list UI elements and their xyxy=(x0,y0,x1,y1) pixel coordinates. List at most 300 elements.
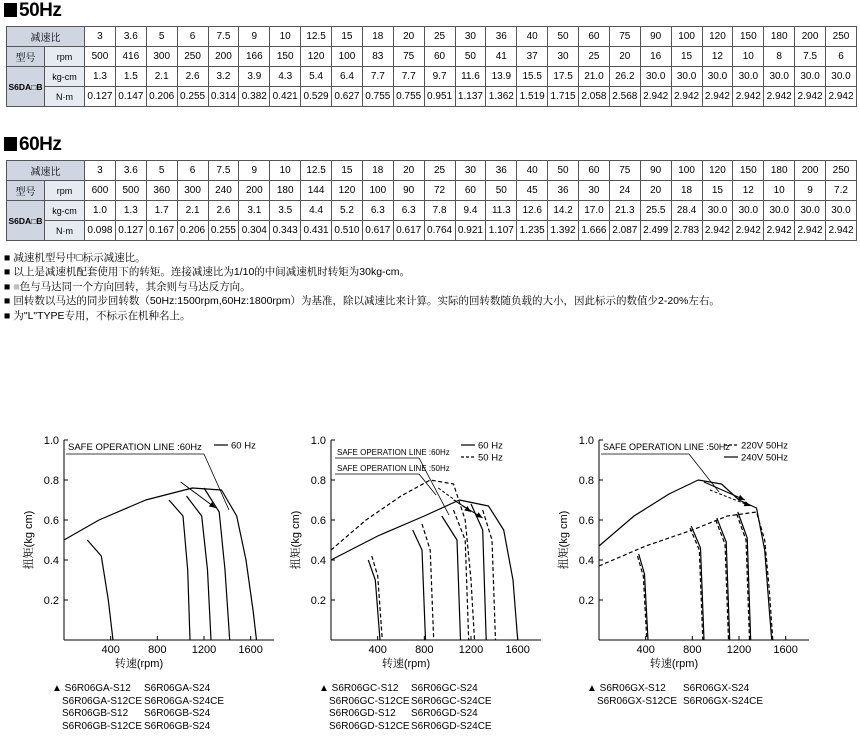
safe-line-arrow xyxy=(704,482,745,500)
kgcm-cell: 30.0 xyxy=(671,67,702,87)
nm-cell: 0.951 xyxy=(424,87,455,107)
nm-cell: 1.519 xyxy=(517,87,548,107)
x-tick-label: 1600 xyxy=(505,644,530,656)
ratio-cell: 12.5 xyxy=(301,161,332,181)
legend-models-1 xyxy=(52,683,225,733)
legend-model: S6R06GD-S12CE xyxy=(329,720,410,732)
rpm-cell: 30 xyxy=(579,181,610,201)
rpm-cell: 25 xyxy=(579,47,610,67)
ratio-cell: 90 xyxy=(640,27,671,47)
rpm-cell: 250 xyxy=(177,47,208,67)
rpm-cell: 300 xyxy=(177,181,208,201)
ratio-cell: 5 xyxy=(146,161,177,181)
kgcm-cell: 11.6 xyxy=(455,67,486,87)
kgcm-cell: 30.0 xyxy=(764,201,795,221)
kgcm-cell: 25.5 xyxy=(640,201,671,221)
x-axis-label: 转速(rpm) xyxy=(114,658,164,670)
kgcm-cell: 30.0 xyxy=(733,201,764,221)
nm-cell: 1.137 xyxy=(455,87,486,107)
ratio-cell: 25 xyxy=(424,27,455,47)
kgcm-cell: 6.3 xyxy=(362,201,393,221)
kgcm-cell: 21.3 xyxy=(609,201,640,221)
rpm-cell: 9 xyxy=(795,181,826,201)
y-tick-label: 1.0 xyxy=(43,435,59,447)
kgcm-cell: 2.1 xyxy=(177,201,208,221)
kgcm-cell: 14.2 xyxy=(548,201,579,221)
note-1: ■ 减速机型号中□标示减速比。 xyxy=(4,251,720,265)
kgcm-cell: 30.0 xyxy=(826,201,857,221)
nm-cell: 2.942 xyxy=(795,221,826,241)
safe-line-arrow xyxy=(181,482,216,508)
nm-cell: 0.206 xyxy=(177,221,208,241)
rpm-cell: 10 xyxy=(733,47,764,67)
nm-cell: 2.942 xyxy=(733,87,764,107)
kgcm-cell: 7.7 xyxy=(362,67,393,87)
kgcm-cell: 2.6 xyxy=(177,67,208,87)
legend-row xyxy=(62,696,224,709)
spec-table-60hz xyxy=(6,160,857,241)
y-tick-label: 0.6 xyxy=(310,515,326,527)
note-3: ■ ■色与马达同一个方向回转，其余则与马达反方向。 xyxy=(4,280,720,294)
nm-cell: 0.529 xyxy=(301,87,332,107)
rpm-cell: 180 xyxy=(270,181,301,201)
nm-cell: 0.167 xyxy=(146,221,177,241)
y-tick-label: 0.8 xyxy=(310,475,326,487)
legend-model: S6R06GX-S24CE xyxy=(683,695,764,707)
annotation-label: SAFE OPERATION LINE :60Hz xyxy=(68,442,202,453)
kgcm-cell: 7.7 xyxy=(393,67,424,87)
ratio-row xyxy=(7,27,857,47)
y-tick-label: 0.2 xyxy=(43,595,59,607)
gray-square-icon: ■ xyxy=(13,280,20,293)
rpm-cell: 500 xyxy=(115,181,146,201)
kgcm-cell: 1.3 xyxy=(115,201,146,221)
rpm-cell: 20 xyxy=(609,47,640,67)
rpm-cell: 36 xyxy=(548,181,579,201)
y-tick-label: 0.4 xyxy=(43,555,59,567)
kgcm-cell: 2.6 xyxy=(208,201,239,221)
ratio-cell: 36 xyxy=(486,27,517,47)
legend-models-2 xyxy=(319,683,492,733)
rpm-cell: 45 xyxy=(517,181,548,201)
curve xyxy=(599,512,773,640)
nm-cell: 0.255 xyxy=(208,221,239,241)
kgcm-cell: 9.4 xyxy=(455,201,486,221)
nm-cell: 0.098 xyxy=(85,221,116,241)
legend-label: 240V 50Hz xyxy=(741,452,789,464)
ratio-row xyxy=(7,161,857,181)
kgcm-cell: 15.5 xyxy=(517,67,548,87)
rpm-cell: 30 xyxy=(548,47,579,67)
kgcm-row xyxy=(7,67,857,87)
kgcm-cell: 17.0 xyxy=(579,201,610,221)
x-tick-label: 400 xyxy=(636,644,655,656)
legend-model: S6R06GC-S24CE xyxy=(411,695,492,707)
ratio-cell: 36 xyxy=(486,161,517,181)
curve xyxy=(454,510,469,640)
y-tick-label: 0.2 xyxy=(578,595,594,607)
legend-label: 220V 50Hz xyxy=(741,440,789,452)
kgcm-unit: kg-cm xyxy=(45,67,85,87)
model-header: 型号 xyxy=(7,47,45,67)
kgcm-cell: 11.3 xyxy=(486,201,517,221)
ratio-cell: 50 xyxy=(548,161,579,181)
nm-cell: 0.617 xyxy=(393,221,424,241)
curve xyxy=(413,530,426,640)
x-axis-label: 转速(rpm) xyxy=(649,658,699,670)
ratio-cell: 3 xyxy=(85,27,116,47)
kgcm-cell: 30.0 xyxy=(795,67,826,87)
rpm-unit: rpm xyxy=(45,47,85,67)
x-tick-label: 400 xyxy=(368,644,387,656)
legend-model: S6R06GX-S24 xyxy=(683,683,750,694)
y-tick-label: 0.8 xyxy=(43,475,59,487)
legend-label: 60 Hz xyxy=(478,440,503,452)
note-5: ■ 为"L"TYPE专用，不标示在机种名上。 xyxy=(4,309,720,323)
ratio-cell: 150 xyxy=(733,161,764,181)
annotation-leader xyxy=(689,454,719,492)
curve xyxy=(187,496,212,640)
nm-cell: 2.568 xyxy=(609,87,640,107)
y-tick-label: 0.6 xyxy=(578,515,594,527)
ratio-cell: 50 xyxy=(548,27,579,47)
ratio-cell: 9 xyxy=(239,27,270,47)
x-tick-label: 1600 xyxy=(238,644,263,656)
note-4: ■ 回转数以马达的同步回转数（50Hz:1500rpm,60Hz:1800rpm）为基准，除以减速比来计算。实际的回转数随负载的大小，因此标示的数值少2-20%左右。 xyxy=(4,294,720,308)
rpm-cell: 24 xyxy=(609,181,640,201)
rpm-cell: 20 xyxy=(640,181,671,201)
kgcm-unit: kg-cm xyxy=(45,201,85,221)
note-2: ■ 以上是减速机配套使用下的转矩。连接减速比为1/10的中间减速机时转矩为30kg-cm。 xyxy=(4,265,720,279)
kgcm-cell: 9.7 xyxy=(424,67,455,87)
ratio-cell: 100 xyxy=(671,161,702,181)
legend-model: ▲ S6R06GX-S12 xyxy=(587,683,666,694)
arrow-head xyxy=(744,501,751,506)
kgcm-cell: 28.4 xyxy=(671,201,702,221)
kgcm-cell: 30.0 xyxy=(795,201,826,221)
rpm-cell: 50 xyxy=(455,47,486,67)
ratio-header: 减速比 xyxy=(7,27,85,47)
ratio-cell: 90 xyxy=(640,161,671,181)
rpm-cell: 500 xyxy=(85,47,116,67)
rpm-cell: 100 xyxy=(362,181,393,201)
annotation-label: SAFE OPERATION LINE :60Hz xyxy=(337,448,450,457)
ratio-cell: 6 xyxy=(177,27,208,47)
nm-cell: 2.058 xyxy=(579,87,610,107)
ratio-cell: 18 xyxy=(362,161,393,181)
kgcm-cell: 1.0 xyxy=(85,201,116,221)
rpm-cell: 300 xyxy=(146,47,177,67)
nm-unit: N·m xyxy=(45,221,85,241)
x-tick-label: 1200 xyxy=(726,644,752,656)
kgcm-cell: 3.9 xyxy=(239,67,270,87)
nm-cell: 2.942 xyxy=(826,221,857,241)
curve xyxy=(331,480,475,640)
rpm-cell: 120 xyxy=(332,181,363,201)
ratio-cell: 250 xyxy=(826,27,857,47)
nm-cell: 2.942 xyxy=(764,87,795,107)
annotation-label: SAFE OPERATION LINE :50Hz xyxy=(603,442,730,452)
rpm-cell: 7.2 xyxy=(826,181,857,201)
square-icon xyxy=(4,3,17,17)
curve xyxy=(368,560,380,640)
nm-cell: 1.362 xyxy=(486,87,517,107)
ratio-cell: 75 xyxy=(609,161,640,181)
nm-cell: 0.510 xyxy=(332,221,363,241)
ratio-cell: 3.6 xyxy=(115,161,146,181)
curve xyxy=(691,526,704,640)
x-tick-label: 1200 xyxy=(458,644,484,656)
ratio-cell: 7.5 xyxy=(208,161,239,181)
rpm-cell: 12 xyxy=(702,47,733,67)
legend-model: ▲ S6R06GC-S12 xyxy=(319,683,399,694)
kgcm-cell: 1.7 xyxy=(146,201,177,221)
section-title-60hz: 60Hz xyxy=(4,134,61,156)
legend-model: S6R06GB-S24 xyxy=(144,708,211,720)
ratio-cell: 6 xyxy=(177,161,208,181)
rpm-cell: 12 xyxy=(733,181,764,201)
nm-cell: 2.783 xyxy=(671,221,702,241)
rpm-cell: 75 xyxy=(393,47,424,67)
legend-model: S6R06GB-S12CE xyxy=(62,720,143,732)
y-tick-label: 0.4 xyxy=(578,555,594,567)
ratio-cell: 15 xyxy=(332,161,363,181)
kgcm-cell: 13.9 xyxy=(486,67,517,87)
rpm-cell: 90 xyxy=(393,181,424,201)
legend-row xyxy=(52,683,224,696)
notes xyxy=(4,251,720,323)
nm-cell: 0.431 xyxy=(301,221,332,241)
ratio-cell: 250 xyxy=(826,161,857,181)
rpm-row xyxy=(7,181,857,201)
rpm-cell: 240 xyxy=(208,181,239,201)
ratio-cell: 200 xyxy=(795,161,826,181)
legend-model: S6R06GC-S12CE xyxy=(329,695,410,707)
rpm-cell: 120 xyxy=(301,47,332,67)
legend-model: S6R06GX-S12CE xyxy=(597,695,678,707)
ratio-cell: 3 xyxy=(85,161,116,181)
rpm-cell: 60 xyxy=(455,181,486,201)
rpm-cell: 16 xyxy=(640,47,671,67)
kgcm-cell: 3.2 xyxy=(208,67,239,87)
rpm-cell: 360 xyxy=(146,181,177,201)
nm-cell: 2.942 xyxy=(671,87,702,107)
x-tick-label: 800 xyxy=(415,644,434,656)
rpm-cell: 7.5 xyxy=(795,47,826,67)
rpm-unit: rpm xyxy=(45,181,85,201)
square-icon xyxy=(4,137,17,151)
ratio-cell: 60 xyxy=(579,27,610,47)
nm-cell: 2.499 xyxy=(640,221,671,241)
legend-row xyxy=(587,683,763,696)
x-tick-label: 1600 xyxy=(773,644,798,656)
spec-table-50hz xyxy=(6,26,857,107)
nm-cell: 1.235 xyxy=(517,221,548,241)
kgcm-cell: 2.1 xyxy=(146,67,177,87)
nm-cell: 0.255 xyxy=(177,87,208,107)
y-axis-label: 扭矩(kg cm) xyxy=(290,510,302,570)
ratio-cell: 12.5 xyxy=(301,27,332,47)
ratio-cell: 15 xyxy=(332,27,363,47)
rpm-cell: 50 xyxy=(486,181,517,201)
nm-cell: 1.715 xyxy=(548,87,579,107)
ratio-cell: 9 xyxy=(239,161,270,181)
nm-cell: 0.343 xyxy=(270,221,301,241)
torque-chart-3 xyxy=(555,430,815,680)
y-tick-label: 1.0 xyxy=(310,435,326,447)
ratio-cell: 10 xyxy=(270,161,301,181)
kgcm-cell: 17.5 xyxy=(548,67,579,87)
nm-cell: 2.942 xyxy=(702,221,733,241)
y-tick-label: 0.2 xyxy=(310,595,326,607)
rpm-cell: 15 xyxy=(671,47,702,67)
kgcm-cell: 1.3 xyxy=(85,67,116,87)
nm-cell: 2.942 xyxy=(795,87,826,107)
kgcm-cell: 12.6 xyxy=(517,201,548,221)
ratio-cell: 150 xyxy=(733,27,764,47)
y-tick-label: 1.0 xyxy=(578,435,594,447)
ratio-cell: 20 xyxy=(393,27,424,47)
rpm-cell: 8 xyxy=(764,47,795,67)
ratio-cell: 60 xyxy=(579,161,610,181)
nm-cell: 0.764 xyxy=(424,221,455,241)
kgcm-cell: 4.3 xyxy=(270,67,301,87)
curve xyxy=(204,488,230,640)
legend-row xyxy=(62,721,224,734)
nm-row xyxy=(7,87,857,107)
rpm-cell: 416 xyxy=(115,47,146,67)
y-tick-label: 0.8 xyxy=(578,475,594,487)
nm-cell: 0.755 xyxy=(362,87,393,107)
kgcm-cell: 5.2 xyxy=(332,201,363,221)
nm-cell: 0.127 xyxy=(85,87,116,107)
section-title-50hz: 50Hz xyxy=(4,0,61,22)
legend-model: S6R06GA-S12CE xyxy=(62,695,143,707)
ratio-cell: 7.5 xyxy=(208,27,239,47)
legend-model: S6R06GA-S24CE xyxy=(144,695,225,707)
rpm-row xyxy=(7,47,857,67)
legend-model: S6R06GD-S24CE xyxy=(411,720,492,732)
ratio-cell: 3.6 xyxy=(115,27,146,47)
rpm-cell: 166 xyxy=(239,47,270,67)
nm-cell: 0.314 xyxy=(208,87,239,107)
ratio-cell: 100 xyxy=(671,27,702,47)
nm-cell: 2.942 xyxy=(826,87,857,107)
ratio-cell: 10 xyxy=(270,27,301,47)
rpm-cell: 83 xyxy=(362,47,393,67)
rpm-cell: 15 xyxy=(702,181,733,201)
kgcm-cell: 30.0 xyxy=(826,67,857,87)
kgcm-cell: 30.0 xyxy=(702,201,733,221)
ratio-cell: 180 xyxy=(764,161,795,181)
rpm-cell: 200 xyxy=(239,181,270,201)
curve xyxy=(442,516,461,640)
nm-cell: 2.942 xyxy=(702,87,733,107)
rpm-cell: 144 xyxy=(301,181,332,201)
nm-cell: 1.392 xyxy=(548,221,579,241)
ratio-cell: 40 xyxy=(517,27,548,47)
kgcm-cell: 6.3 xyxy=(393,201,424,221)
model-code: S6DA□B xyxy=(7,201,45,241)
kgcm-cell: 5.4 xyxy=(301,67,332,87)
ratio-cell: 20 xyxy=(393,161,424,181)
legend-row xyxy=(329,708,492,721)
legend-label: 60 Hz xyxy=(231,440,256,452)
rpm-cell: 100 xyxy=(332,47,363,67)
legend-model: S6R06GD-S12 xyxy=(329,708,396,720)
legend-model: S6R06GC-S24 xyxy=(411,683,478,694)
torque-chart-2 xyxy=(287,430,547,680)
legend-models-3 xyxy=(587,683,764,708)
y-axis-label: 扭矩(kg cm) xyxy=(558,510,570,570)
nm-cell: 0.617 xyxy=(362,221,393,241)
kgcm-cell: 3.5 xyxy=(270,201,301,221)
kgcm-row xyxy=(7,201,857,221)
ratio-cell: 18 xyxy=(362,27,393,47)
legend-model: S6R06GB-S24 xyxy=(144,720,211,732)
curve xyxy=(737,514,750,640)
ratio-cell: 120 xyxy=(702,27,733,47)
rpm-cell: 6 xyxy=(826,47,857,67)
curve xyxy=(169,500,190,640)
kgcm-cell: 3.1 xyxy=(239,201,270,221)
legend-row xyxy=(329,721,492,734)
x-axis-label: 转速(rpm) xyxy=(381,658,431,670)
legend-row xyxy=(329,696,492,709)
rpm-cell: 18 xyxy=(671,181,702,201)
rpm-cell: 41 xyxy=(486,47,517,67)
curve xyxy=(738,512,751,640)
nm-cell: 1.666 xyxy=(579,221,610,241)
legend-label: 50 Hz xyxy=(478,452,503,464)
kgcm-cell: 7.8 xyxy=(424,201,455,221)
nm-cell: 2.942 xyxy=(640,87,671,107)
legend-row xyxy=(62,708,224,721)
legend-model: S6R06GD-S24 xyxy=(411,708,478,720)
nm-cell: 0.921 xyxy=(455,221,486,241)
nm-cell: 1.107 xyxy=(486,221,517,241)
nm-cell: 0.147 xyxy=(115,87,146,107)
curve xyxy=(716,520,729,640)
legend-row xyxy=(319,683,492,696)
kgcm-cell: 30.0 xyxy=(640,67,671,87)
kgcm-cell: 30.0 xyxy=(733,67,764,87)
kgcm-cell: 30.0 xyxy=(702,67,733,87)
ratio-cell: 5 xyxy=(146,27,177,47)
torque-chart-1 xyxy=(20,430,280,680)
nm-unit: N·m xyxy=(45,87,85,107)
rpm-cell: 72 xyxy=(424,181,455,201)
legend-model: ▲ S6R06GA-S12 xyxy=(52,683,131,694)
y-axis-label: 扭矩(kg cm) xyxy=(23,510,35,570)
nm-cell: 0.127 xyxy=(115,221,146,241)
kgcm-cell: 30.0 xyxy=(764,67,795,87)
ratio-cell: 180 xyxy=(764,27,795,47)
rpm-cell: 150 xyxy=(270,47,301,67)
legend-row xyxy=(597,696,763,709)
kgcm-cell: 21.0 xyxy=(579,67,610,87)
ratio-cell: 25 xyxy=(424,161,455,181)
ratio-cell: 75 xyxy=(609,27,640,47)
x-tick-label: 1200 xyxy=(191,644,217,656)
nm-row xyxy=(7,221,857,241)
ratio-header: 减速比 xyxy=(7,161,85,181)
model-header: 型号 xyxy=(7,181,45,201)
nm-cell: 2.942 xyxy=(764,221,795,241)
curve xyxy=(87,540,113,640)
ratio-cell: 30 xyxy=(455,27,486,47)
ratio-cell: 120 xyxy=(702,161,733,181)
